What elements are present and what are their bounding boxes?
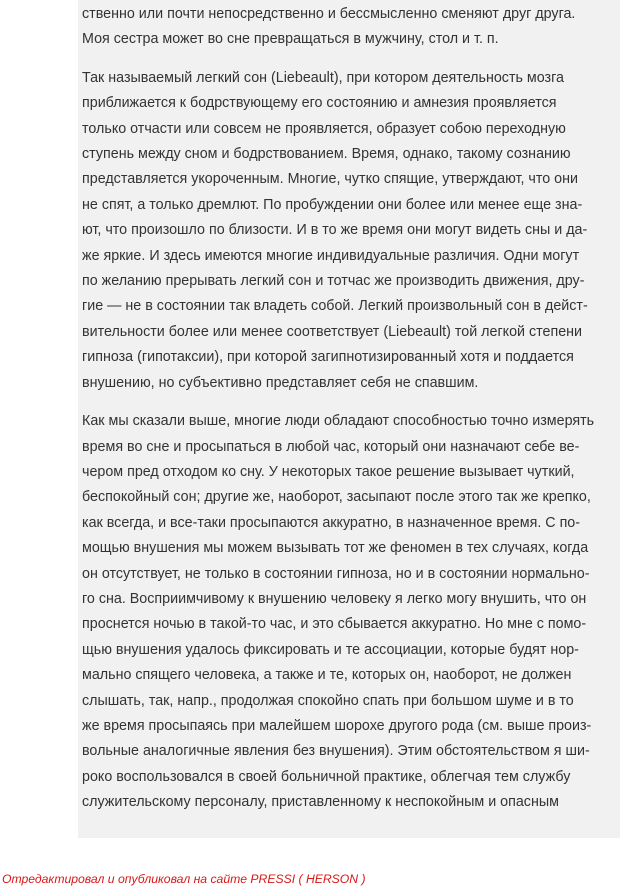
- text-line: же яркие. И здесь имеются многие индивидуальные различия. Одни могут: [82, 247, 580, 264]
- text-line: внушению, но субъективно представляет себя не спавшим.: [82, 374, 479, 391]
- text-line: гипноза (гипотаксии), при которой загипнотизированный хотя и поддается: [82, 349, 574, 366]
- text-line: проснется ночью в такой-то час, и это сбывается аккуратно. Но мне с помо-: [82, 616, 587, 633]
- text-line: ступень между сном и бодрствованием. Время, однако, такому сознанию: [82, 146, 571, 163]
- text-line: вительности более или менее соответствует (Liebeault) той легкой степени: [82, 323, 583, 340]
- text-line: ственно или почти непосредственно и бессмысленно сменяют друг друга.: [82, 6, 576, 22]
- text-line: же время просыпаясь при малейшем шорохе другого рода (см. выше произ-: [82, 717, 592, 734]
- text-line: приближается к бодрствующему его состоянию и амнезия проявляется: [82, 95, 557, 112]
- text-line: только отчасти или совсем не проявляется, образует собою переходную: [82, 120, 566, 137]
- text-line: представляется укороченным. Многие, чутко спящие, утверждают, что они: [82, 171, 578, 188]
- paragraph: [82, 2, 618, 53]
- body-text-block: [78, 0, 620, 838]
- text-line: мально спящего человека, а также и те, которых он, наоборот, не должен: [82, 667, 572, 684]
- text-line: го сна. Восприимчивому к внушению человеку я легко могу внушить, что он: [82, 590, 587, 607]
- text-line: как всегда, и все-таки просыпаются аккуратно, в назначенное время. С по-: [82, 514, 581, 531]
- text-line: по желанию прерывать легкий сон и тотчас же производить движения, дру-: [82, 273, 585, 290]
- paragraph: [82, 66, 618, 396]
- text-line: вольные аналогичные явления без внушения). Этим обстоятельством я ши-: [82, 743, 590, 760]
- text-line: Как мы сказали выше, многие люди обладают способностью точно измерять: [82, 413, 595, 430]
- text-line: слышать, так, напр., продолжая спокойно спать при большом шуме и в то: [82, 692, 574, 709]
- footer-credit: Отредактировал и опубликовал на сайте PRESSI ( HERSON ): [2, 872, 366, 886]
- text-line: ют, что произошло по близости. И в то же время они могут видеть сны и да-: [82, 222, 588, 239]
- text-line: гие — не в состоянии так владеть собой. Легкий произвольный сон в дейст-: [82, 298, 588, 315]
- text-line: Так называемый легкий сон (Liebeault), при котором деятельность мозга: [82, 69, 564, 86]
- text-line: время во сне и просыпаться в любой час, который они назначают себе ве-: [82, 438, 580, 455]
- text-line: беспокойный сон; другие же, наоборот, засыпают после этого так же крепко,: [82, 489, 591, 506]
- paragraph: [82, 409, 618, 816]
- text-line: чером пред отходом ко сну. У некоторых такое решение вызывает чуткий,: [82, 463, 575, 480]
- text-line: мощью внушения мы можем вызывать тот же феномен в тех случаях, когда: [82, 540, 589, 557]
- text-line: щью внушения удалось фиксировать и те ассоциации, которые будят нор-: [82, 641, 579, 658]
- text-line: роко воспользовался в своей больничной практике, облегчая тем службу: [82, 768, 571, 785]
- text-line: не спят, а только дремлют. По пробуждении они более или менее еще зна-: [82, 196, 583, 213]
- text-line: он отсутствует, не только в состоянии гипноза, но и в состоянии нормально-: [82, 565, 590, 582]
- text-line: служительскому персоналу, приставленному к неспокойным и опасным: [82, 794, 559, 811]
- text-line: Моя сестра может во сне превращаться в мужчину, стол и т. п.: [82, 31, 499, 48]
